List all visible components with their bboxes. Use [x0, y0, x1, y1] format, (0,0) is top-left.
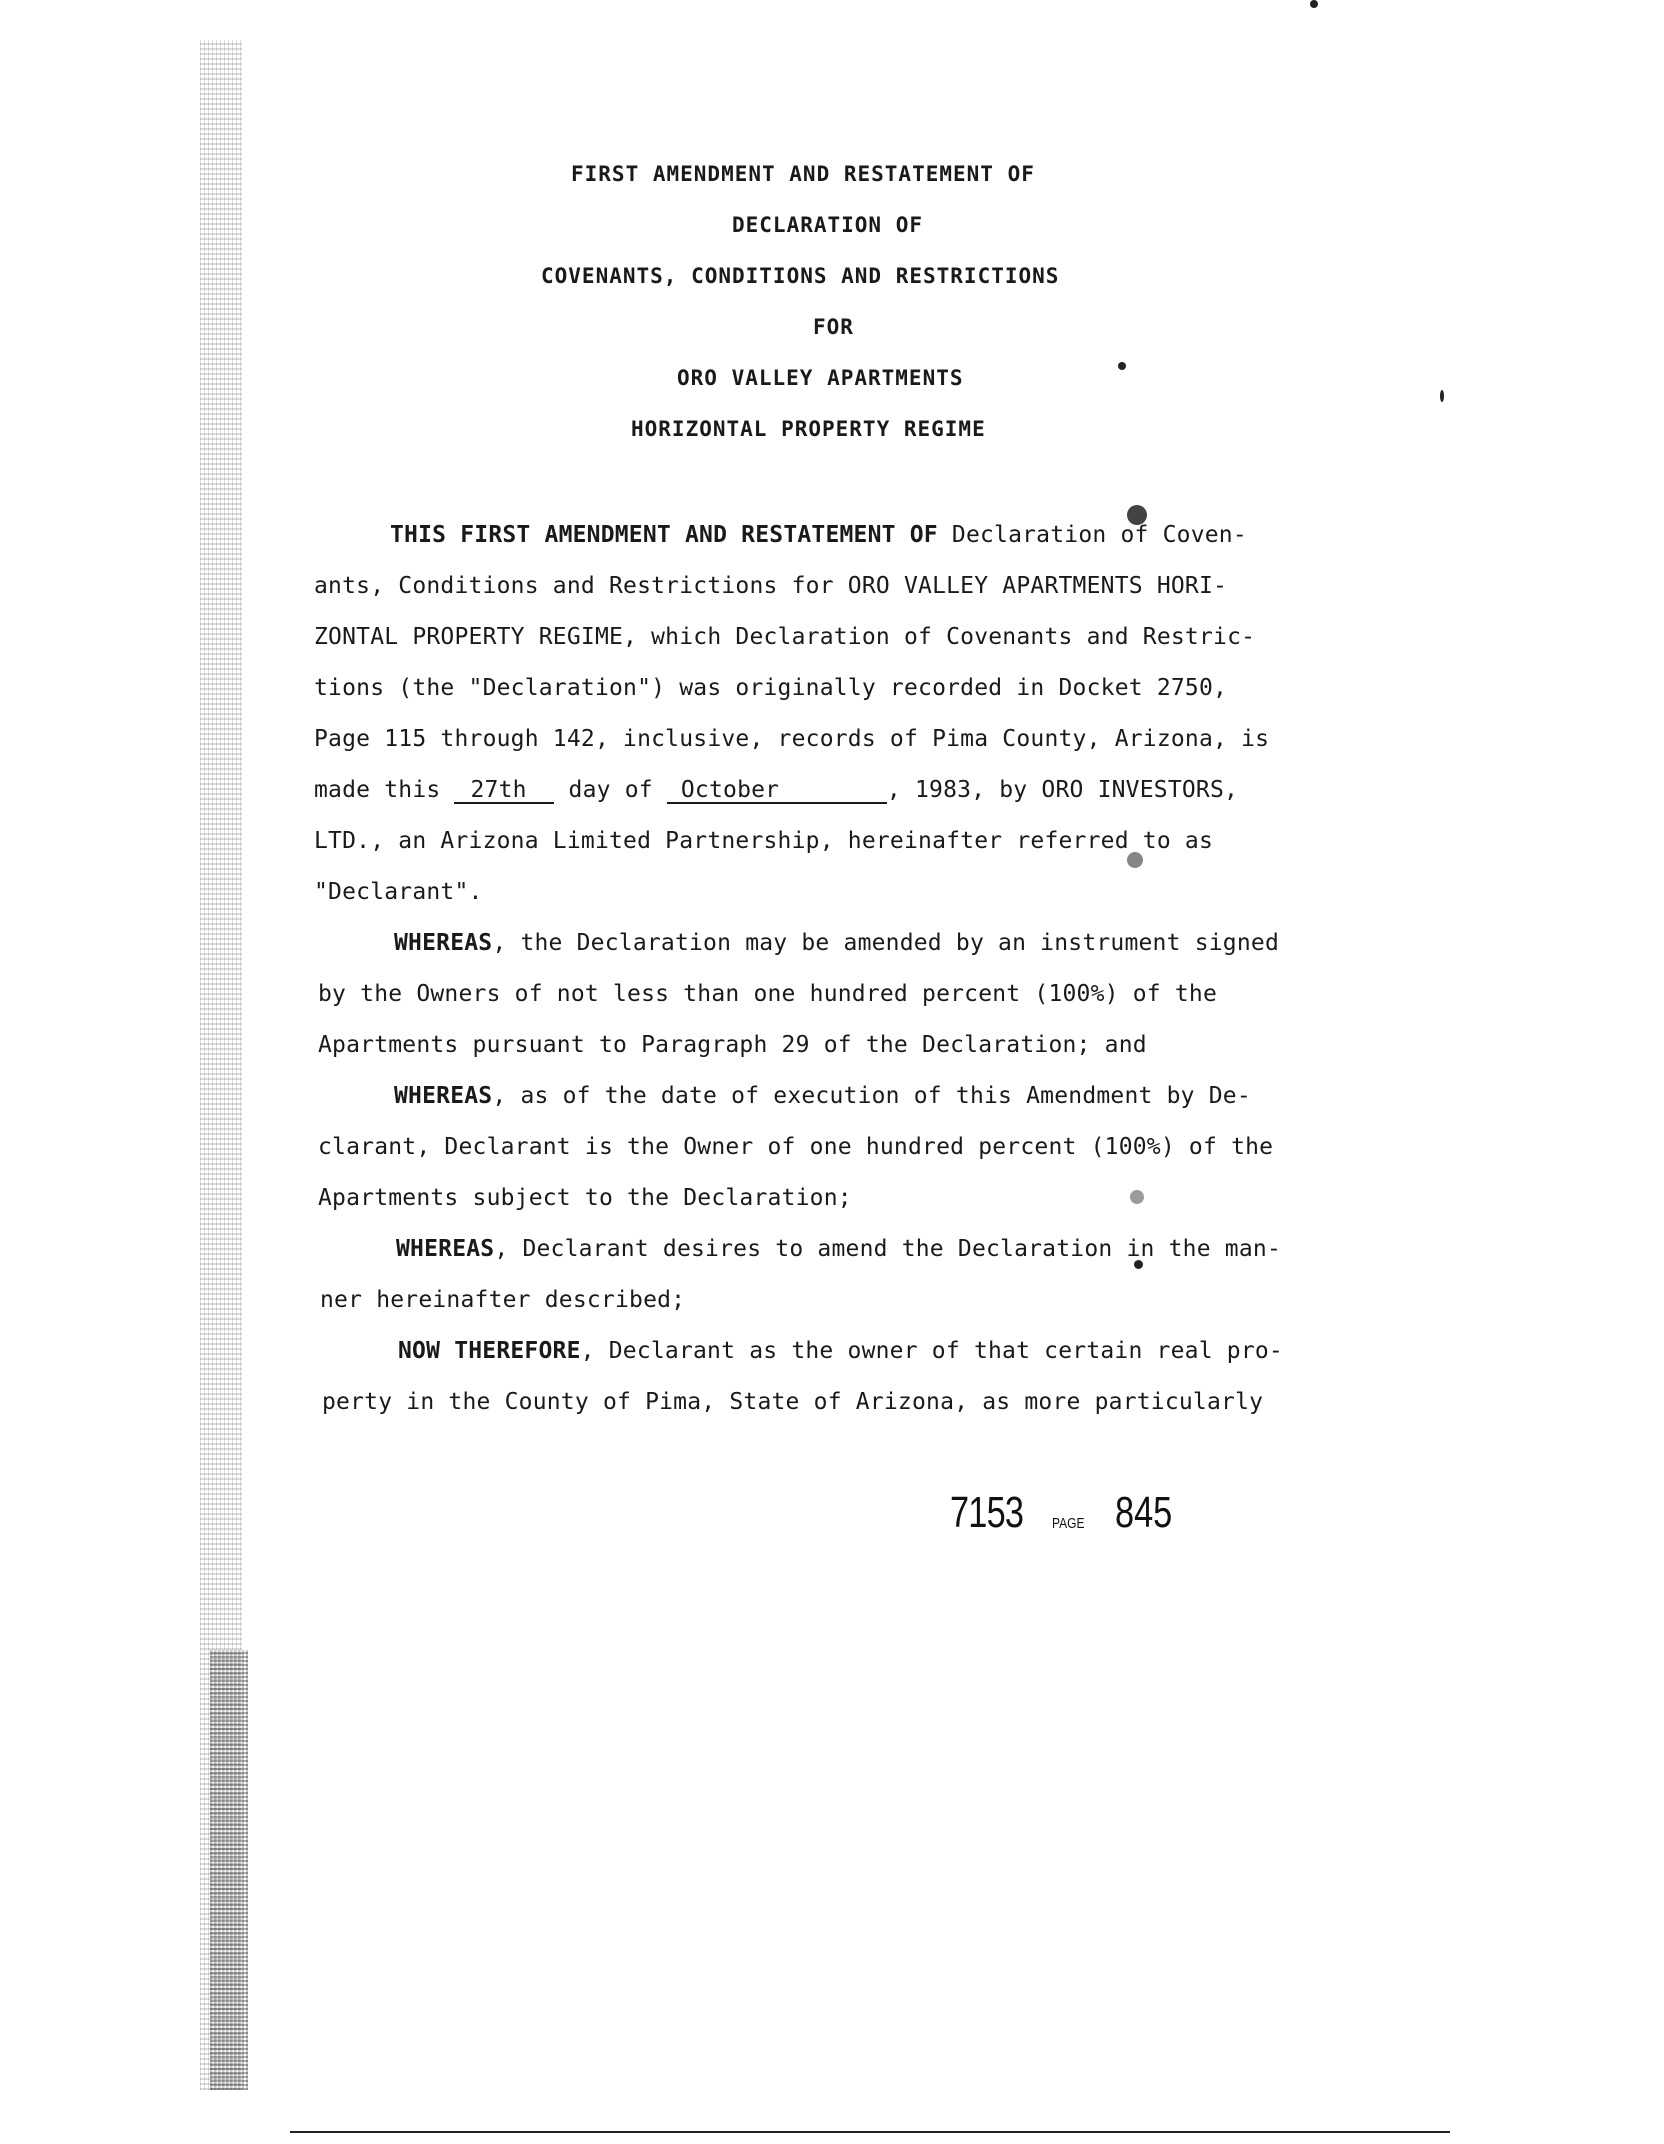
- preamble-line-8: "Declarant".: [314, 879, 483, 905]
- preamble-line-6-text-c: , 1983, by ORO INVESTORS,: [886, 777, 1239, 803]
- scan-blot: [1130, 1190, 1144, 1204]
- preamble-line-4: tions (the "Declaration") was originally recorded in Docket 2750,: [314, 675, 1228, 701]
- whereas-1-line-1: [394, 930, 1279, 956]
- docket-number: 7153: [950, 1488, 1024, 1537]
- title-line-5: ORO VALLEY APARTMENTS: [677, 366, 964, 390]
- whereas-2-line-2: clarant, Declarant is the Owner of one hundred percent (100%) of the: [318, 1134, 1274, 1160]
- whereas-1-line-2: by the Owners of not less than one hundred percent (100%) of the: [318, 981, 1218, 1007]
- page-number: 845: [1115, 1488, 1173, 1537]
- preamble-line-5: Page 115 through 142, inclusive, records of Pima County, Arizona, is: [314, 726, 1270, 752]
- whereas-2-line-1: [394, 1083, 1251, 1109]
- preamble-line-3: ZONTAL PROPERTY REGIME, which Declaration of Covenants and Restric-: [314, 624, 1256, 650]
- preamble-line-6-text-b: day of: [554, 777, 667, 803]
- whereas-2-lead: WHEREAS: [394, 1083, 493, 1109]
- stamp-page-word: PAGE: [1052, 1515, 1085, 1532]
- whereas-3-line-1: [396, 1236, 1281, 1262]
- month-filled-blank: October: [667, 778, 887, 804]
- now-therefore-line-2: perty in the County of Pima, State of Arizona, as more particularly: [322, 1389, 1264, 1415]
- now-therefore-line-1: [398, 1338, 1283, 1364]
- scan-blot: [1127, 852, 1143, 868]
- whereas-1-line-3: Apartments pursuant to Paragraph 29 of the Declaration; and: [318, 1032, 1147, 1058]
- preamble-lead: THIS FIRST AMENDMENT AND RESTATEMENT OF: [390, 522, 938, 548]
- whereas-1-line-1-text: , the Declaration may be amended by an instrument signed: [492, 930, 1279, 956]
- bottom-rule: [290, 2131, 1450, 2133]
- preamble-line-1: [390, 522, 1247, 548]
- docket-page-stamp: [950, 1488, 1173, 1538]
- title-line-3: COVENANTS, CONDITIONS AND RESTRICTIONS: [541, 264, 1060, 288]
- scan-edge-noise-dark: [210, 1650, 248, 2090]
- now-therefore-lead: NOW THEREFORE: [398, 1338, 581, 1364]
- scan-speck: [1310, 0, 1318, 8]
- preamble-line-1-text: Declaration of Coven-: [937, 522, 1247, 548]
- whereas-1-lead: WHEREAS: [394, 930, 493, 956]
- scan-speck: [1118, 362, 1126, 370]
- whereas-3-lead: WHEREAS: [396, 1236, 495, 1262]
- whereas-3-line-1-text: , Declarant desires to amend the Declaration in the man-: [494, 1236, 1281, 1262]
- preamble-line-6-text-a: made this: [314, 777, 455, 803]
- day-filled-blank: 27th: [454, 778, 554, 804]
- title-line-4: FOR: [813, 315, 854, 339]
- scan-speck: [1440, 390, 1444, 402]
- now-therefore-line-1-text: , Declarant as the owner of that certain real pro-: [580, 1338, 1283, 1364]
- whereas-3-line-2: ner hereinafter described;: [320, 1287, 686, 1313]
- title-line-1: FIRST AMENDMENT AND RESTATEMENT OF: [571, 162, 1035, 186]
- preamble-line-2: ants, Conditions and Restrictions for ORO VALLEY APARTMENTS HORI-: [314, 573, 1228, 599]
- whereas-2-line-1-text: , as of the date of execution of this Amendment by De-: [492, 1083, 1251, 1109]
- title-line-2: DECLARATION OF: [732, 213, 924, 237]
- whereas-2-line-3: Apartments subject to the Declaration;: [318, 1185, 852, 1211]
- title-line-6: HORIZONTAL PROPERTY REGIME: [631, 417, 986, 441]
- preamble-line-7: LTD., an Arizona Limited Partnership, hereinafter referred to as: [314, 828, 1214, 854]
- preamble-line-6: [314, 777, 1238, 804]
